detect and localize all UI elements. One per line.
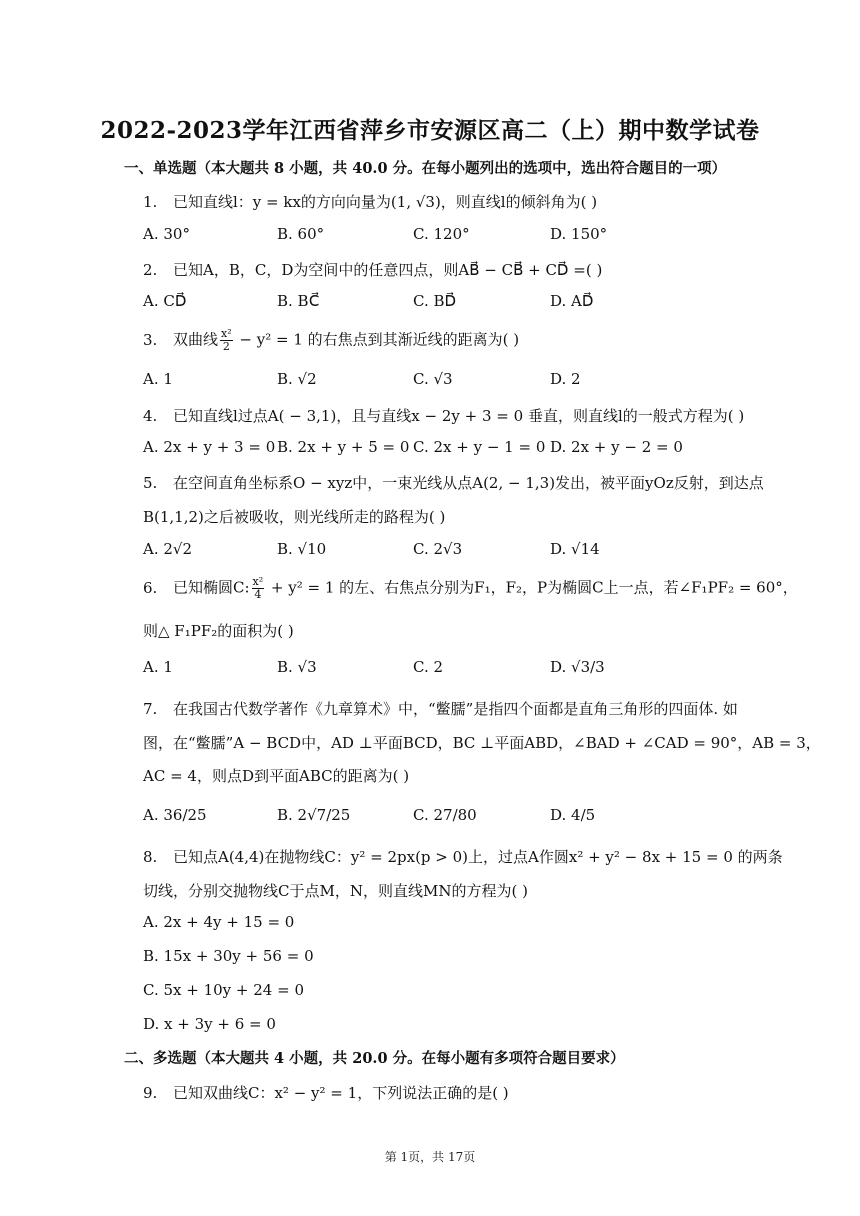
option-a: A. 30° xyxy=(143,225,190,243)
question-number: 1. xyxy=(143,193,158,211)
option-d: D. 2 xyxy=(550,370,581,388)
option-b: B. 2√7/25 xyxy=(277,806,351,824)
option-b: B. √10 xyxy=(277,540,327,558)
option-a: A. 2x + y + 3 = 0 xyxy=(143,438,276,456)
question-text-cont: + y² = 1 的左、右焦点分别为F₁，F₂，P为椭圆C上一点，若∠F₁PF₂ = 60°， xyxy=(266,578,798,597)
question-1 xyxy=(143,191,597,212)
option-c: C. 2√3 xyxy=(413,540,463,558)
question-3 xyxy=(143,328,519,353)
question-4 xyxy=(143,405,744,426)
question-number: 8. xyxy=(143,848,158,866)
question-number: 4. xyxy=(143,407,158,425)
question-text: 已知椭圆C: xyxy=(173,578,250,597)
option-c: C. 2 xyxy=(413,658,444,676)
question-number: 2. xyxy=(143,261,158,279)
question-number: 7. xyxy=(143,700,158,718)
question-text: 在我国古代数学著作《九章算术》中，“鳖臑”是指四个面都是直角三角形的四面体. 如 xyxy=(173,700,738,718)
option-d: D. AD⃗ xyxy=(550,292,594,310)
question-text: 在空间直角坐标系O − xyz中，一束光线从点A(2, − 1,3)发出，被平面yOz反射，到达点 xyxy=(173,474,764,492)
question-number: 9. xyxy=(143,1084,158,1102)
section-heading-single-choice: 一、单选题（本大题共 8 小题，共 40.0 分。在每小题列出的选项中，选出符合题目的一项） xyxy=(124,160,727,177)
option-a: A. 1 xyxy=(143,370,173,388)
fraction: $\frac{\text{x²}}{2}$ xyxy=(221,327,232,353)
option-d: D. 4/5 xyxy=(550,806,596,824)
option-b: B. √2 xyxy=(277,370,317,388)
question-5 xyxy=(143,472,764,493)
question-text: 已知双曲线C：x² − y² = 1，下列说法正确的是( ) xyxy=(173,1084,509,1102)
option-b: B. 15x + 30y + 56 = 0 xyxy=(143,947,314,965)
option-d: D. x + 3y + 6 = 0 xyxy=(143,1015,276,1033)
option-a: A. 1 xyxy=(143,658,173,676)
option-a: A. CD⃗ xyxy=(143,292,187,310)
question-text: 已知直线l过点A( − 3,1)，且与直线x − 2y + 3 = 0 垂直，则直线l的一般式方程为( ) xyxy=(173,407,745,425)
option-a: A. 36/25 xyxy=(143,806,207,824)
page-footer: 第 1页，共 17页 xyxy=(384,1150,476,1164)
option-c: C. √3 xyxy=(413,370,453,388)
question-2 xyxy=(143,259,602,280)
question-6 xyxy=(143,576,798,601)
question-number: 6. xyxy=(143,578,158,597)
option-d: D. 2x + y − 2 = 0 xyxy=(550,438,683,456)
question-9 xyxy=(143,1082,509,1103)
question-text: 已知直线l：y = kx的方向向量为(1, √3)，则直线l的倾斜角为( ) xyxy=(173,193,598,211)
option-c: C. 5x + 10y + 24 = 0 xyxy=(143,981,304,999)
question-number: 5. xyxy=(143,474,158,492)
section-heading-multiple-choice: 二、多选题（本大题共 4 小题，共 20.0 分。在每小题有多项符合题目要求） xyxy=(124,1050,625,1067)
option-a: A. 2√2 xyxy=(143,540,193,558)
question-text: 双曲线 xyxy=(173,330,219,349)
option-c: C. 27/80 xyxy=(413,806,477,824)
option-b: B. √3 xyxy=(277,658,317,676)
option-d: D. 150° xyxy=(550,225,608,243)
fraction: $\frac{\text{x²}}{4}$ xyxy=(252,575,264,601)
question-text-cont: − y² = 1 的右焦点到其渐近线的距离为( ) xyxy=(234,330,520,349)
option-b: B. 2x + y + 5 = 0 xyxy=(277,438,410,456)
question-7-continuation: 图，在“鳖臑”A − BCD中，AD ⊥平面BCD，BC ⊥平面ABD，∠BAD + ∠CAD = 90°，AB = 3， xyxy=(143,734,821,752)
page-title: 2022-2023学年江西省萍乡市安源区高二（上）期中数学试卷 xyxy=(100,117,760,144)
question-6-continuation: 则△ F₁PF₂的面积为( ) xyxy=(143,622,294,640)
question-7-continuation-2: AC = 4，则点D到平面ABC的距离为( ) xyxy=(143,767,410,785)
question-5-continuation: B(1,1,2)之后被吸收，则光线所走的路程为( ) xyxy=(143,508,446,526)
option-d: D. √3/3 xyxy=(550,658,605,676)
question-8 xyxy=(143,846,783,867)
question-8-continuation: 切线，分别交抛物线C于点M，N，则直线MN的方程为( ) xyxy=(143,882,528,900)
question-7 xyxy=(143,698,738,719)
option-b: B. 60° xyxy=(277,225,325,243)
option-c: C. BD⃗ xyxy=(413,292,457,310)
option-c: C. 2x + y − 1 = 0 xyxy=(413,438,546,456)
question-number: 3. xyxy=(143,330,158,349)
option-a: A. 2x + 4y + 15 = 0 xyxy=(143,913,295,931)
question-text: 已知点A(4,4)在抛物线C：y² = 2px(p > 0)上，过点A作圆x² + y² − 8x + 15 = 0 的两条 xyxy=(173,848,783,866)
option-b: B. BC⃗ xyxy=(277,292,320,310)
option-d: D. √14 xyxy=(550,540,600,558)
question-text: 已知A，B，C，D为空间中的任意四点，则AB⃗ − CB⃗ + CD⃗ =( ) xyxy=(173,261,603,279)
option-c: C. 120° xyxy=(413,225,470,243)
